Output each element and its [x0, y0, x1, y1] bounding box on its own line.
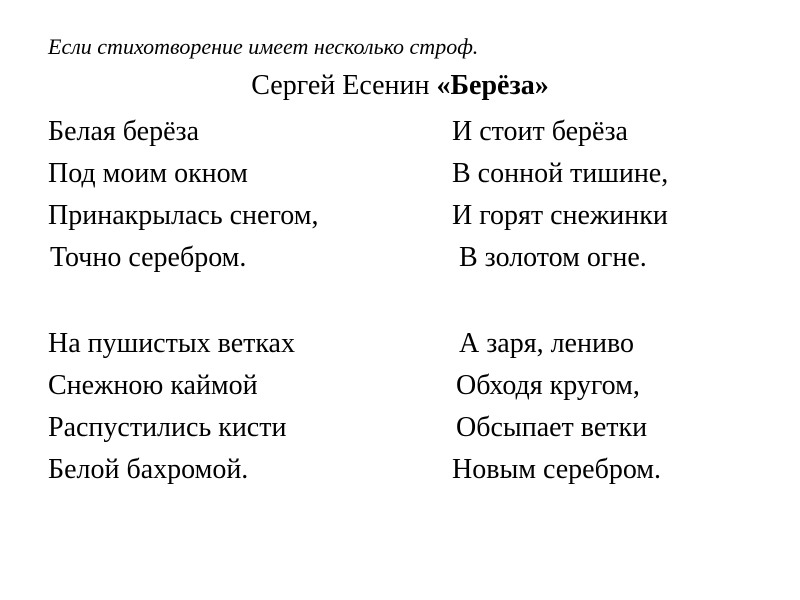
stanza-2-right-line-1: А заря, лениво — [459, 328, 634, 359]
stanza-1-left-line-2: Под моим окном — [48, 158, 248, 189]
stanza-1-right-line-2: В сонной тишине, — [452, 158, 669, 189]
stanza-2-left-line-3: Распустились кисти — [48, 412, 287, 443]
instruction-note: Если стихотворение имеет несколько строф. — [48, 34, 479, 59]
stanza-2-right-line-2: Обходя кругом, — [456, 370, 640, 401]
stanza-1-left-line-4: Точно серебром. — [50, 242, 247, 273]
author-name: Сергей Есенин — [251, 70, 430, 101]
stanza-2-right-line-4: Новым серебром. — [452, 454, 662, 485]
poem-name: «Берёза» — [436, 70, 549, 101]
stanza-2-left-line-2: Снежною каймой — [48, 370, 258, 401]
stanza-1-left-line-3: Принакрылась снегом, — [48, 200, 319, 231]
stanza-1-right-line-1: И стоит берёза — [452, 116, 628, 147]
stanza-2-right-line-3: Обсыпает ветки — [456, 412, 648, 443]
stanza-1-right-line-4: В золотом огне. — [459, 242, 647, 273]
poem-title — [0, 70, 800, 102]
stanza-2-left-line-4: Белой бахромой. — [48, 454, 249, 485]
stanza-1-right-line-3: И горят снежинки — [452, 200, 668, 231]
stanza-1-left-line-1: Белая берёза — [48, 116, 200, 147]
stanza-2-left-line-1: На пушистых ветках — [48, 328, 295, 359]
